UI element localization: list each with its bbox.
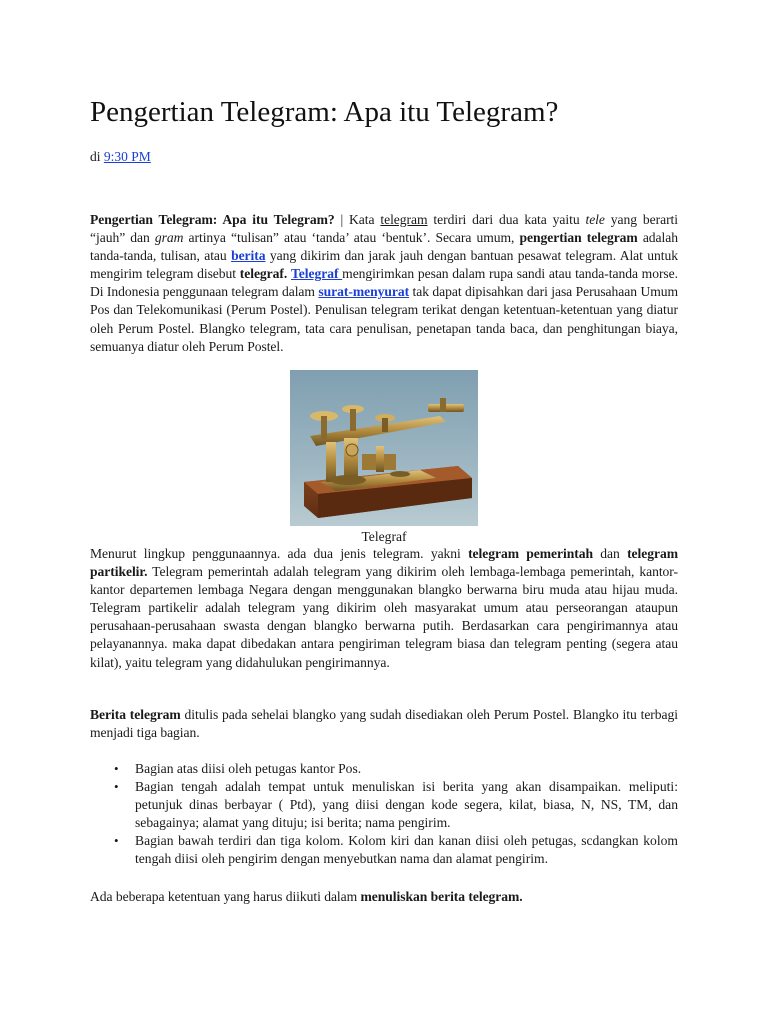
blangko-parts-list	[90, 760, 678, 869]
text-run: artinya “tulisan” atau ‘tanda’ atau ‘bentuk’. Secara umum,	[183, 230, 520, 246]
text-run: Telegram pemerintah adalah telegram yang dikirim oleh lembaga-lembaga pemerintah, kantor-kantor departemen lembaga Negara dengan menggunakan blangko berwarna biru muda atau hijau muda. Telegram partikelir adalah telegram yang dikirim oleh masyarakat umum atau perseorangan ataupun perusahaan-perusahaan swasta dengan blangko berwarna putih. Berdasarkan cara pengirimannya atau pelayanannya. maka dapat dibedakan antara pengiriman telegram biasa dan telegram penting (segera atau kilat), yaitu telegram yang didahulukan pengirimannya.	[90, 564, 678, 670]
telegraph-key-photo	[290, 370, 478, 526]
list-item	[90, 832, 678, 868]
page-title: Pengertian Telegram: Apa itu Telegram?	[90, 96, 559, 128]
list-item	[90, 760, 678, 778]
bullet-marker: •	[114, 779, 119, 795]
text-run: ditulis pada sehelai blangko yang sudah disediakan oleh Perum Postel. Blangko itu terbagi menjadi tiga bagian.	[90, 707, 678, 741]
telegram-term: telegram	[380, 212, 428, 227]
list-item-text: Bagian tengah adalah tempat untuk menuliskan isi berita yang akan disampaikan. meliputi: petunjuk dinas berbayar ( Ptd), yang diisi dengan kode segera, kilat, biasa, N, NS, TM, dan sebagainya; alamat yang dituju; isi berita; nama pengirim.	[135, 779, 678, 831]
text-run: mengirimkan pesan dalam rupa sandi atau tanda-tanda morse. Di Indonesia penggunaan telegram dalam	[90, 266, 678, 300]
post-time-link[interactable]: 9:30 PM	[103, 149, 151, 164]
telegraf-link[interactable]: Telegraf	[291, 266, 343, 282]
text-run: Menurut lingkup penggunaannya. ada dua jenis telegram. yakni	[90, 546, 469, 561]
term-telegram-pemerintah: telegram pemerintah	[468, 546, 593, 561]
list-item-text: Bagian atas diisi oleh petugas kantor Pos.	[135, 761, 362, 776]
closing-paragraph	[90, 888, 678, 906]
byline-prefix: di	[90, 149, 101, 164]
bullet-marker: •	[114, 833, 119, 849]
term-pengertian-telegram: pengertian telegram	[519, 230, 638, 246]
term-berita-telegram: Berita telegram	[90, 707, 181, 722]
types-paragraph	[90, 545, 678, 672]
term-menuliskan-berita: menuliskan berita telegram.	[360, 889, 523, 904]
berita-link[interactable]: berita	[231, 248, 266, 264]
text-run: terdiri dari dua kata yaitu	[427, 212, 586, 227]
telegraf-figure	[290, 370, 478, 546]
berita-paragraph	[90, 706, 678, 742]
term-tele: tele	[585, 212, 605, 227]
text-run: yang dikirim dan jarak jauh dengan bantuan pesawat telegram. Alat untuk mengirim telegram disebut	[90, 248, 678, 282]
text-run: | Kata	[334, 212, 381, 227]
intro-lead: Pengertian Telegram: Apa itu Telegram?	[90, 212, 335, 227]
term-telegram-partikelir: telegram partikelir.	[90, 546, 678, 580]
text-run: adalah tanda-tanda, tulisan, atau	[90, 230, 678, 264]
surat-menyurat-link[interactable]: surat-menyurat	[318, 284, 410, 300]
figure-caption: Telegraf	[361, 529, 407, 544]
text-run: yang berarti “jauh” dan	[90, 212, 678, 246]
term-gram: gram	[154, 230, 184, 246]
text-run: Ada beberapa ketentuan yang harus diikuti dalam	[90, 889, 361, 904]
text-run: dan	[593, 546, 628, 561]
term-telegraf: telegraf.	[239, 266, 288, 282]
list-item-text: Bagian bawah terdiri dan tiga kolom. Kolom kiri dan kanan diisi oleh petugas, scdangkan kolom tengah diisi oleh pengirim dengan menyebutkan nama dan alamat pengirim.	[135, 833, 678, 867]
bullet-marker: •	[114, 761, 119, 776]
byline	[90, 148, 151, 165]
list-item	[90, 778, 678, 832]
intro-paragraph	[90, 211, 678, 356]
text-run: tak dapat dipisahkan dari jasa Perusahaan Umum Pos dan Telekomunikasi (Perum Postel). Penulisan telegram terikat dengan ketentuan-ketentuan yang diatur oleh Perum Postel. Blangko telegram, tata cara penulisan, penetapan tanda baca, dan penghitungan biaya, semuanya diatur oleh Perum Postel.	[90, 284, 679, 354]
